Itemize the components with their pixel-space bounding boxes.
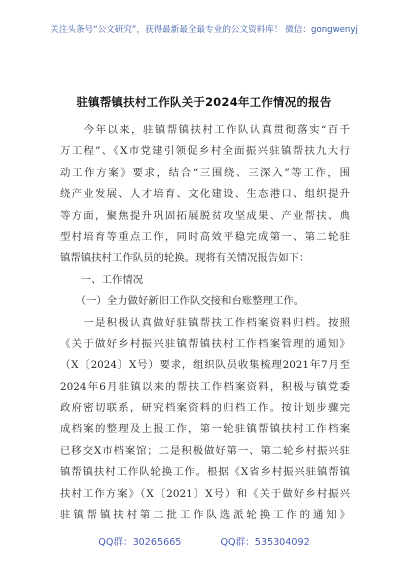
body-line: 动工作方案》要求，结合“三围绕、三深入”等工作，围 (60, 166, 350, 179)
body-line: 2024年6月驻镇以来的帮扶工作档案资料，积极与镇党委 (60, 380, 350, 393)
body-line: 型村培育等重点工作，同时高效平稳完成第一、第二轮驻 (60, 230, 350, 243)
body-line: 已移交X市档案馆；二是积极做好第一、第二轮乡村振兴驻 (60, 444, 350, 457)
promo-banner: 关注头条号“公文研究”，获得最新最全最专业的公文资料库！ 微信：gongwenyj (50, 25, 358, 35)
body-line: 等方面，聚焦提升巩固拓展脱贫攻坚成果、产业帮扶、典 (60, 209, 350, 222)
document-title: 驻镇帮镇扶村工作队关于2024年工作情况的报告 (76, 95, 332, 109)
qq-group-2: QQ群：535304092 (220, 537, 310, 548)
body-line: 万工程”、《X市党建引领促乡村全面振兴驻镇帮扶九大行 (60, 145, 350, 158)
document-body (60, 120, 350, 526)
qq-footer (0, 534, 408, 548)
body-line: 今年以来，驻镇帮镇扶村工作队认真贯彻落实“百千 (60, 124, 350, 136)
body-line: 成档案的整理及上报工作，第一轮驻镇帮镇扶村工作档案 (60, 423, 350, 436)
body-line: 驻镇帮镇扶村第二批工作队选派轮换工作的通知》 (60, 509, 350, 522)
section-heading: 一、工作情况 (60, 273, 144, 286)
body-line: 政府密切联系，研究档案资料的归档工作。按计划步骤完 (60, 402, 350, 415)
subsection-heading: （一）全力做好新旧工作队交接和台账整理工作。 (60, 295, 305, 308)
body-line: 镇帮镇扶村工作队轮换工作。根据《X省乡村振兴驻镇帮镇 (60, 466, 350, 479)
body-line: 一是积极认真做好驻镇帮扶工作档案资料归档。按照 (60, 316, 350, 329)
body-line: 镇帮镇扶村工作队员的轮换。现将有关情况报告如下： (60, 252, 310, 265)
qq-group-1: QQ群：30265665 (98, 537, 182, 548)
body-line: （X〔2024〕X号）要求，组织队员收集梳理2021年7月至 (60, 359, 350, 372)
body-line: 扶村工作方案》（X〔2021〕X号）和《关于做好乡村振兴 (60, 487, 350, 500)
body-line: 《关于做好乡村振兴驻镇帮镇扶村工作档案管理的通知》 (60, 337, 350, 350)
body-line: 绕产业发展、人才培育、文化建设、生态港口、组织提升 (60, 188, 350, 201)
